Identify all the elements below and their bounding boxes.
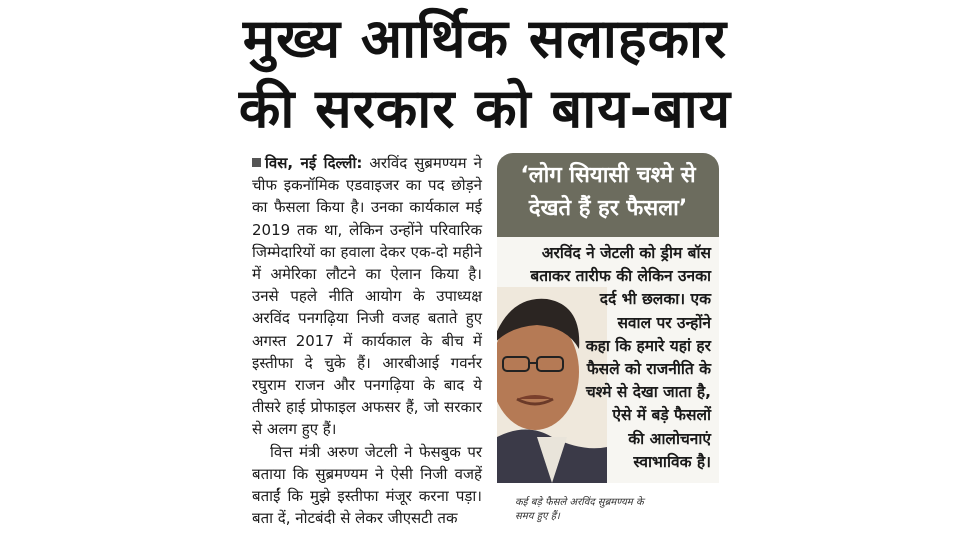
sidebar-line: अरविंद ने जेटली को ड्रीम बॉस	[541, 244, 711, 262]
article-paragraph-1	[252, 152, 482, 441]
bullet-square-icon	[252, 158, 261, 167]
article-paragraph-2: वित्त मंत्री अरुण जेटली ने फेसबुक पर बताया कि सुब्रमण्यम ने ऐसी निजी वजहें बताईं कि मुझे इस्तीफा मंजूर करना पड़ा। बता दें, नोटबंदी से लेकर जीएसटी तक	[252, 442, 482, 528]
sidebar-box	[497, 237, 719, 483]
pull-quote-box	[497, 153, 719, 237]
headline-line-1: मुख्य आर्थिक सलाहकार	[242, 7, 728, 70]
headline-line-2: की सरकार को बाय-बाय	[238, 77, 732, 140]
dateline: विस, नई दिल्ली:	[265, 154, 363, 172]
article-body	[252, 152, 482, 529]
article-text-1: अरविंद सुब्रमण्यम ने चीफ इकनॉमिक एडवाइजर का पद छोड़ने का फैसला किया है। उनका कार्यकाल मई 2019 तक था, लेकिन उन्होंने परिवारिक जिम्मेदारियों का हवाला देकर एक-दो महीने में अमेरिका लौटने का ऐलान किया है। उनसे पहले नीति आयोग के उपाध्यक्ष अरविंद पनगढ़िया निजी वजह बताते हुए अगस्त 2017 में कार्यकाल के बीच में इस्तीफा दे चुके हैं। आरबीआई गवर्नर रघुराम राजन और पनगढ़िया के बाद ये तीसरे हाई प्रोफाइल अफसर हैं, जो सरकार से अलग हुए हैं।	[252, 154, 482, 439]
photo-caption	[515, 496, 725, 524]
pull-quote-line-1: ‘लोग सियासी चश्मे से	[520, 163, 696, 188]
sidebar-line: चश्मे से देखा जाता है,	[585, 383, 711, 402]
sidebar-line: ऐसे में बड़े फैसलों	[612, 406, 711, 425]
caption-line-2: समय हुए हैं।	[515, 511, 560, 522]
sidebar-text	[501, 242, 711, 474]
sidebar-line: कहा कि हमारे यहां हर	[585, 336, 711, 355]
sidebar-line: दर्द भी छलका। एक	[599, 290, 711, 309]
sidebar-line: स्वाभाविक है।	[633, 452, 711, 471]
caption-line-1: कई बड़े फैसले अरविंद सुब्रमण्यम के	[515, 497, 644, 508]
sidebar-line: फैसले को राजनीति के	[586, 360, 711, 379]
sidebar-line: बताकर तारीफ की लेकिन उनका	[530, 267, 711, 286]
sidebar-line: की आलोचनाएं	[628, 429, 711, 448]
sidebar-line: सवाल पर उन्होंने	[617, 313, 711, 332]
pull-quote-line-2: देखते हैं हर फैसला’	[528, 196, 688, 221]
